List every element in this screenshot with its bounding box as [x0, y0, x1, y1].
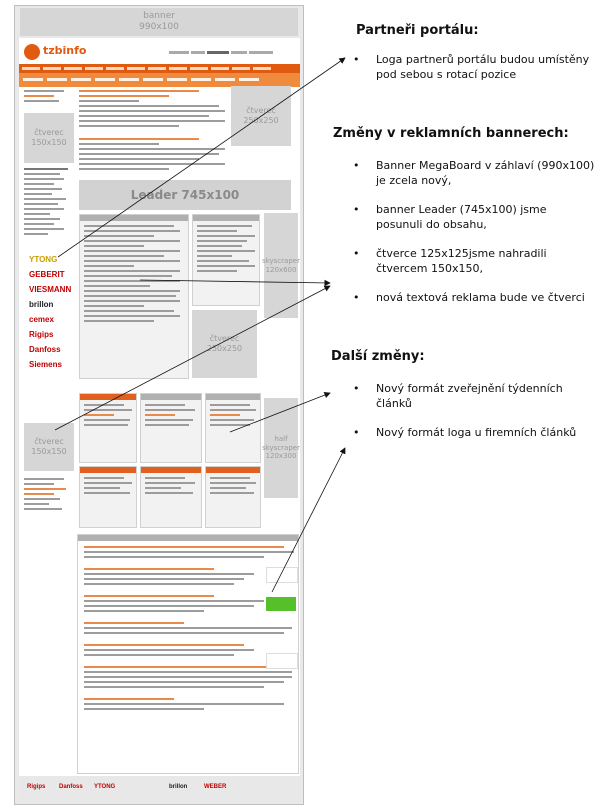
footer-logo: YTONG [94, 784, 116, 790]
ctverec-250b-size: 250x250 [206, 344, 243, 353]
ctverec-top-label: čtverec [34, 128, 64, 138]
arrow-partners [58, 58, 345, 257]
half-skyscraper-label: half skyscraper [262, 435, 300, 452]
ctverec-bottom-label: čtverec [34, 437, 64, 447]
banner-size: 990x100 [139, 22, 179, 32]
banners-item-4: • nová textová reklama bude ve čtverci [351, 290, 596, 305]
arrow-weekly [230, 393, 330, 432]
banners-item-3: • čtverce 125x125jsme nahradili čtvercem 150x150, [351, 246, 596, 276]
half-skyscraper-size: 120x300 [265, 452, 297, 461]
partners-item-1: • Loga partnerů portálu budou umístěny pod sebou s rotací pozice [351, 52, 596, 82]
ctverec-250a-label: čtverec [246, 106, 276, 116]
skyscraper-label: skyscraper [262, 257, 300, 266]
arrow-leader [140, 280, 330, 283]
partner-logo: Danfoss [29, 345, 61, 354]
partner-logo: VIESMANN [29, 285, 72, 294]
partner-logo: Rigips [29, 330, 54, 339]
footer-logo: brillon [169, 784, 188, 790]
footer-logo: Danfoss [59, 784, 83, 790]
leader-label: Leader 745x100 [130, 187, 240, 202]
other-heading: Další změny: [331, 349, 425, 364]
arrow-ctverec [55, 286, 330, 430]
skyscraper-size: 120x600 [265, 265, 297, 274]
logo-text: tzbinfo [43, 44, 87, 57]
other-item-1: • Nový formát zveřejnění týdenních článků [351, 381, 596, 411]
ctverec-250a-size: 250x250 [243, 116, 279, 125]
partner-logo: Siemens [29, 360, 62, 369]
ctverec-bottom-size: 150x150 [31, 447, 67, 456]
banner-label: banner [143, 11, 175, 22]
ctverec-top-size: 150x150 [31, 138, 67, 147]
ctverec-250b-label: čtverec [209, 334, 240, 344]
banners-heading: Změny v reklamních bannerech: [333, 126, 569, 141]
partners-heading: Partneři portálu: [356, 23, 479, 38]
partner-logo: cemex [29, 315, 54, 324]
partner-logo: GEBERIT [29, 270, 65, 279]
banners-item-1: • Banner MegaBoard v záhlaví (990x100) je zcela nový, [351, 158, 596, 188]
banners-item-2: • banner Leader (745x100) jsme posunuli do obsahu, [351, 202, 596, 232]
footer-logo: Rigips [27, 784, 46, 790]
footer-logo: WEBER [204, 784, 227, 790]
partner-logo: YTONG [29, 255, 58, 264]
arrow-company-logo [272, 448, 345, 592]
other-item-2: • Nový formát loga u firemních článků [351, 425, 596, 440]
partner-logo: brillon [29, 300, 54, 309]
